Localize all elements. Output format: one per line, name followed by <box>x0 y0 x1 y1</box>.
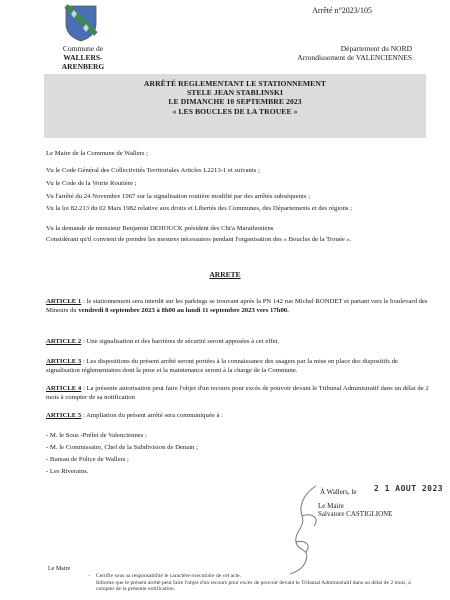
footer-certification <box>96 573 430 593</box>
article-1-text: : le stationnement sera interdit sur les parkings se trouvant après la PN 142 rue Michel RONDET et partant vers le boulevard des Mineurs du <box>46 298 428 314</box>
decree-title <box>44 74 426 138</box>
footer-label: Le Maire <box>48 566 71 572</box>
recipient-4: - Les Riverains. <box>46 468 89 475</box>
commune-label: Commune de <box>62 44 104 53</box>
signature-place: À Wallers, le <box>320 488 357 496</box>
article-1-label: ARTICLE 1 <box>46 298 82 305</box>
footer-mark: - <box>88 574 90 579</box>
article-5-text: : Ampliation du présent arrêté sera communiquée à : <box>81 412 223 419</box>
title-line-4: « LES BOUCLES DE LA TROUEE » <box>172 106 298 116</box>
article-1-dates: vendredi 8 septembre 2023 à 8h00 au lundi 11 septembre 2023 vers 17h00. <box>78 306 289 314</box>
footer-line-2: Informe que le présent arrêté peut faire l'objet d'un recours pour excès de pouvoir devant le Tribunal Administratif dans un délai de 2 mois, à compter de la présente notification. <box>96 579 411 593</box>
article-3-label: ARTICLE 3 <box>46 358 82 365</box>
commune-crest-logo <box>64 4 98 42</box>
article-1 <box>46 298 430 315</box>
vu-line-3: Vu l'arrêté du 24 Novembre 1967 sur la signalisation routière modifié par des arrêtés subséquents ; <box>46 193 310 200</box>
article-2-label: ARTICLE 2 <box>46 338 82 345</box>
article-5 <box>46 412 430 421</box>
commune-name: WALLERS-ARENBERG <box>61 53 105 71</box>
vu-line-5: Vu la demande de monsieur Benjamin DEHOUCK président des Cht'a Marathoniens <box>46 225 274 232</box>
mayor-line: Le Maire de la Commune de Wallers ; <box>46 150 149 157</box>
title-line-3: LE DIMANCHE 10 SEPTEMBRE 2023 <box>168 97 302 107</box>
title-line-1: ARRÊTÉ REGLEMENTANT LE STATIONNEMENT <box>143 79 327 88</box>
article-2 <box>46 338 430 347</box>
recipient-2: - M. le Commissaire, Chef de la Subdivision de Denain ; <box>46 444 198 451</box>
title-line-2: STELE JEAN STABLINSKI <box>186 88 284 98</box>
date-stamp: 2 1 AOUT 2023 <box>374 484 444 493</box>
article-4 <box>46 385 430 402</box>
signatory-name: Salvatore CASTIGLIONE <box>318 510 393 519</box>
signatory-block <box>318 502 392 519</box>
commune-block <box>48 44 118 71</box>
decree-reference: Arrêté n°2023/105 <box>312 6 372 15</box>
department-block <box>297 44 412 62</box>
department-line: Département du NORD <box>340 44 412 53</box>
article-2-text: : Une signalisation et des barrières de sécurité seront apposées à cet effet. <box>81 338 280 345</box>
vu-line-1: Vu le Code Général des Collectivités Territoriales Articles L2213-1 et suivants ; <box>46 167 260 174</box>
district-line: Arrondissement de VALENCIENNES <box>297 53 412 62</box>
mayor-signature <box>276 482 336 577</box>
article-4-label: ARTICLE 4 <box>46 385 82 392</box>
vu-line-4: Vu la loi 82.213 du 02 Mars 1982 relative aux droits et Libertés des Communes, des Départements et des régions ; <box>46 205 353 212</box>
article-4-text: : La présente autorisation peut faire l'objet d'un recours pour excès de pouvoir devant le Tribunal Administratif dans un délai de 2 mois à compter de sa notification <box>46 385 429 401</box>
recipient-3: - Bureau de Police de Wallers ; <box>46 456 129 463</box>
considerant-line: Considérant qu'il convient de prendre les mesures nécessaires pendant l'organisation des « Boucles de la Trouée ». <box>46 236 352 243</box>
arrete-heading: ARRETE <box>209 270 241 279</box>
article-5-label: ARTICLE 5 <box>46 412 82 419</box>
footer-line-1: Certifie sous sa responsabilité le caractère exécutoire de cet acte. <box>96 573 242 579</box>
article-3 <box>46 358 430 375</box>
recipient-1: - M. le Sous -Préfet de Valenciennes ; <box>46 432 147 439</box>
vu-line-2: Vu le Code de la Voirie Routière ; <box>46 180 137 187</box>
article-3-text: : Les dispositions du présent arrêté seront portées à la connaissance des usagers par la mise en place des dispositifs de signalisation réglementaires dont la pose et la maintenance seront à la charge de la Commune. <box>46 358 398 374</box>
signatory-role: Le Maire <box>318 502 344 510</box>
